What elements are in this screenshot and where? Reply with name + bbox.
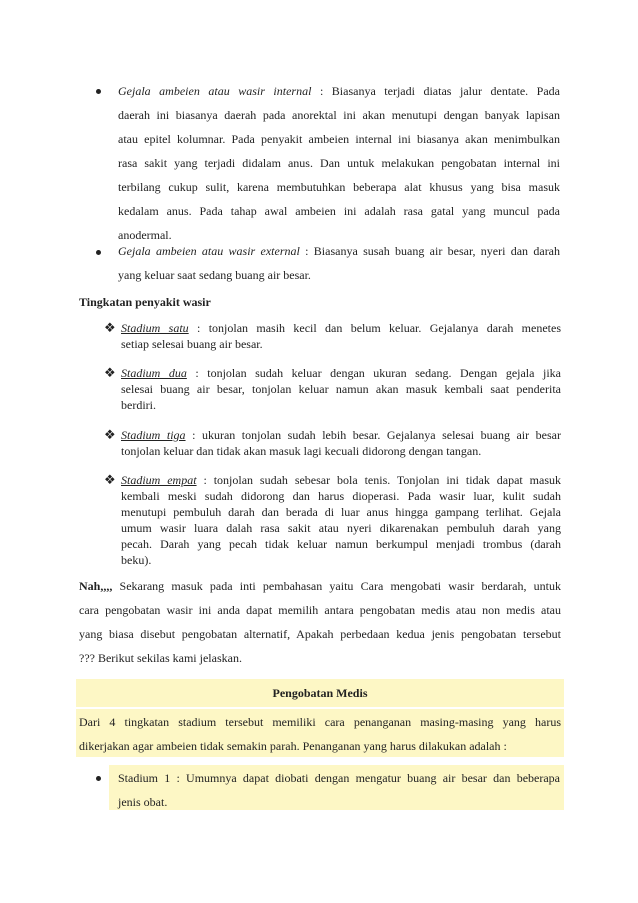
bullet-1-line-3: atau epitel kolumnar. Pada penyakit ambeien internal ini biasanya akan menimbulkan — [118, 132, 560, 146]
stadium-empat-line-2: kembali meski sudah didorong dan harus dioperasi. Pada wasir luar, kulit sudah — [121, 489, 561, 503]
section-heading-tingkatan: Tingkatan penyakit wasir — [79, 295, 211, 309]
bullet-dot — [96, 250, 101, 255]
nah-bold: Nah,,,, — [79, 579, 113, 593]
bullet-1-line-4: rasa sakit yang terjadi didalam anus. Dan untuk melakukan pengobatan internal ini — [118, 156, 560, 170]
diamond-bullet-icon: ❖ — [104, 365, 116, 380]
diamond-bullet-icon: ❖ — [104, 320, 116, 335]
diamond-bullet-icon: ❖ — [104, 427, 116, 442]
stadium-tiga-line-1: Stadium tiga : ukuran tonjolan sudah lebih besar. Gejalanya selesai buang air besar — [121, 428, 561, 442]
bullet-2-label: Gejala ambeien atau wasir external — [118, 244, 300, 258]
bullet-1-line-7: anodermal. — [118, 228, 172, 242]
stadium-dua-line-3: berdiri. — [121, 398, 156, 412]
nah-line-4: ??? Berikut sekilas kami jelaskan. — [79, 651, 242, 665]
stadium-satu-line-2: setiap selesai buang air besar. — [121, 337, 263, 351]
stadium-satu-label: Stadium satu — [121, 321, 189, 335]
bullet-1-line-5: terbilang cukup sulit, karena membutuhkan beberapa alat khusus yang bisa masuk — [118, 180, 560, 194]
stadium-satu-line-1: Stadium satu : tonjolan masih kecil dan belum keluar. Gejalanya darah menetes — [121, 321, 562, 335]
bullet-2-line-1: Gejala ambeien atau wasir external : Biasanya susah buang air besar, nyeri dan darah — [118, 244, 561, 258]
medis-bullet-line-1: Stadium 1 : Umumnya dapat diobati dengan mengatur buang air besar dan beberapa — [118, 771, 560, 785]
stadium-empat-label: Stadium empat — [121, 473, 197, 487]
medis-bullet-line-2: jenis obat. — [118, 795, 168, 809]
bullet-2-line-2: yang keluar saat sedang buang air besar. — [118, 268, 311, 282]
stadium-tiga-label: Stadium tiga — [121, 428, 186, 442]
stadium-tiga-line-2: tonjolan keluar dan tidak akan masuk lagi kecuali didorong dengan tangan. — [121, 444, 482, 458]
bullet-dot — [96, 776, 101, 781]
bullet-1-line-2: daerah ini biasanya daerah pada anorektal ini akan menutupi dengan banyak lapisan — [118, 108, 560, 122]
bullet-1-line-6: kedalam anus. Pada tahap awal ambeien ini adalah rasa gatal yang muncul pada — [118, 204, 560, 218]
bullet-1-line-1: Gejala ambeien atau wasir internal : Biasanya terjadi diatas jalur dentate. Pada — [118, 84, 560, 98]
nah-line-1: Nah,,,, Sekarang masuk pada inti pembahasan yaitu Cara mengobati wasir berdarah, untuk — [79, 579, 561, 593]
stadium-empat-line-6: beku). — [121, 553, 152, 567]
medis-line-1: Dari 4 tingkatan stadium tersebut memiliki cara penanganan masing-masing yang harus — [79, 715, 561, 729]
stadium-dua-label: Stadium dua — [121, 366, 187, 380]
nah-line-2: cara pengobatan wasir ini anda dapat memilih antara pengobatan medis atau non medis atau — [79, 603, 561, 617]
stadium-empat-line-1: Stadium empat : tonjolan sudah sebesar bola tenis. Tonjolan ini tidak dapat masuk — [121, 473, 561, 487]
stadium-empat-line-5: pecah. Darah yang pecah tidak keluar namun berkumpul menjadi trombus (darah — [121, 537, 561, 551]
bullet-1-label: Gejala ambeien atau wasir internal — [118, 84, 312, 98]
medis-line-2: dikerjakan agar ambeien tidak semakin parah. Penanganan yang harus dilakukan adalah : — [79, 739, 507, 753]
nah-line-3: yang biasa disebut pengobatan alternatif, Apakah perbedaan kedua jenis pengobatan tersebut — [79, 627, 561, 641]
diamond-bullet-icon: ❖ — [104, 472, 116, 487]
bullet-dot — [96, 89, 101, 94]
stadium-dua-line-1: Stadium dua : tonjolan sudah keluar dengan ukuran sedang. Dengan gejala jika — [121, 366, 561, 380]
stadium-dua-line-2: selesai buang air besar, tonjolan keluar namun akan masuk kembali saat penderita — [121, 382, 561, 396]
stadium-empat-line-3: menutupi pembuluh darah dan berada di luar anus hingga gampang terlihat. Gejala — [121, 505, 561, 519]
section-title-pengobatan-medis: Pengobatan Medis — [272, 686, 368, 700]
stadium-empat-line-4: umum wasir luara dalah rasa sakit atau nyeri dikarenakan pembuluh darah yang — [121, 521, 561, 535]
